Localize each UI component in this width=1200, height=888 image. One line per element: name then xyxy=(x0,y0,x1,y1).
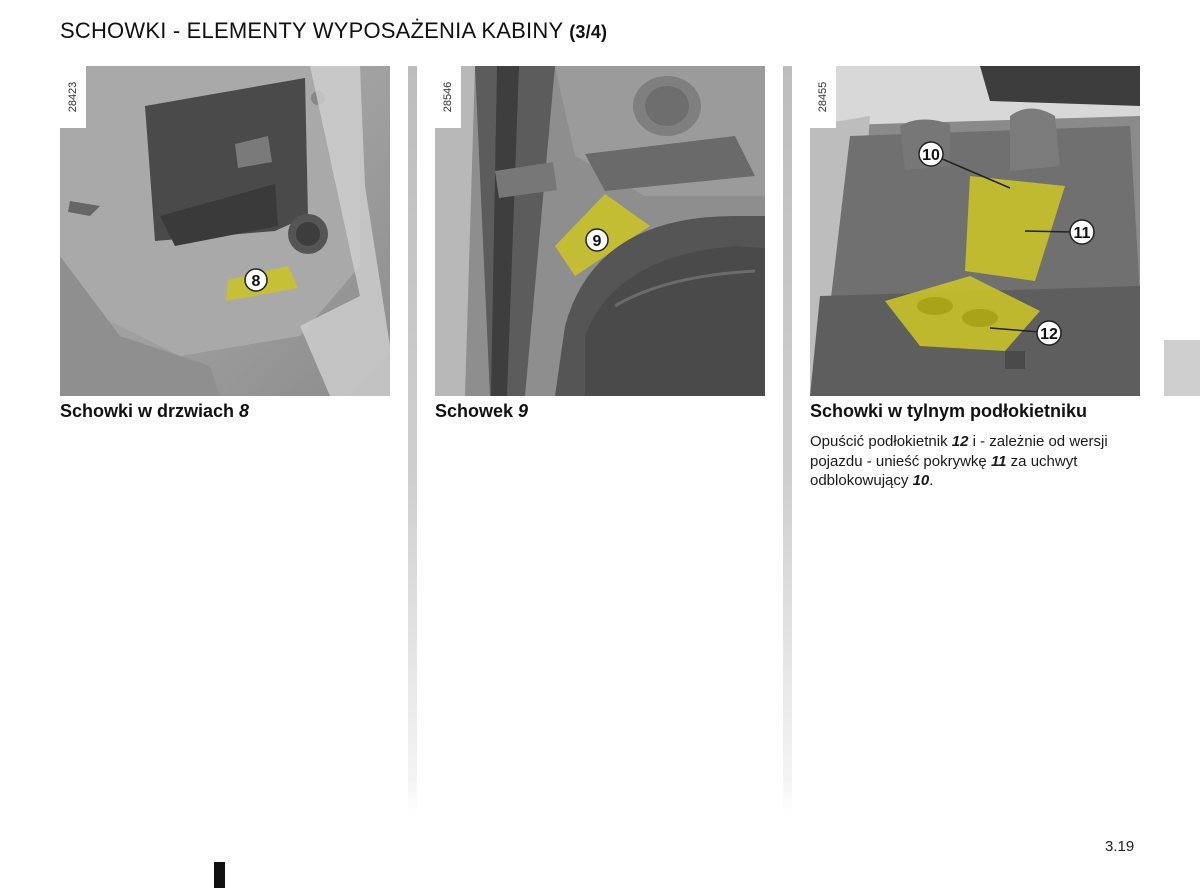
callout-12-label: 12 xyxy=(1040,326,1058,343)
callout-8 xyxy=(245,269,267,291)
instruction-text-2: i - zależnie od wersji pojazdu - unieść pokrywkę xyxy=(810,433,1108,470)
ref-code-text: 28546 xyxy=(442,81,454,113)
ref-code-label xyxy=(435,66,461,128)
page-title-text: SCHOWKI - ELEMENTY WYPOSAŻENIA KABINY xyxy=(60,18,563,43)
ref-code-label xyxy=(60,66,86,128)
column-divider-1 xyxy=(408,66,417,816)
instruction-ref-10: 10 xyxy=(912,472,930,489)
crop-mark xyxy=(214,862,225,888)
caption-ref: 9 xyxy=(518,401,529,421)
ref-code-text: 28423 xyxy=(67,81,79,113)
armrest-instructions xyxy=(810,432,1142,491)
callout-9-label: 9 xyxy=(592,233,602,250)
callout-10-label: 10 xyxy=(922,147,940,164)
callout-10 xyxy=(919,142,943,166)
callout-11 xyxy=(1070,220,1094,244)
armrest-storage-illustration xyxy=(810,66,1140,396)
caption-text: Schowki w drzwiach xyxy=(60,401,240,421)
ref-code-text: 28455 xyxy=(817,81,829,113)
callout-11-label: 11 xyxy=(1073,225,1091,242)
callout-9 xyxy=(586,229,608,251)
side-storage-caption xyxy=(435,401,528,422)
instruction-ref-11: 11 xyxy=(990,452,1007,470)
column-divider-2 xyxy=(783,66,792,816)
door-storage-photo xyxy=(60,66,390,396)
instruction-text-4: . xyxy=(929,472,934,489)
instruction-ref-12: 12 xyxy=(951,433,969,450)
door-storage-illustration xyxy=(60,66,390,396)
caption-text: Schowek xyxy=(435,401,519,421)
page-title xyxy=(60,18,607,44)
instruction-text-1: Opuścić podłokietnik xyxy=(810,433,952,450)
armrest-storage-caption xyxy=(810,401,1087,422)
side-storage-photo xyxy=(435,66,765,396)
chapter-tab xyxy=(1164,340,1200,396)
armrest-storage-photo xyxy=(810,66,1140,396)
instruction-text-3: za uchwyt odblokowujący xyxy=(810,452,1078,489)
door-storage-caption xyxy=(60,401,249,422)
caption-text: Schowki w tylnym podłokietniku xyxy=(810,401,1088,421)
page-title-suffix: (3/4) xyxy=(569,22,608,42)
caption-ref: 8 xyxy=(239,401,250,421)
page-number: 3.19 xyxy=(1105,838,1135,855)
callout-8-label: 8 xyxy=(251,273,261,290)
callout-12 xyxy=(1037,321,1061,345)
side-storage-illustration xyxy=(435,66,765,396)
ref-code-label xyxy=(810,66,836,128)
